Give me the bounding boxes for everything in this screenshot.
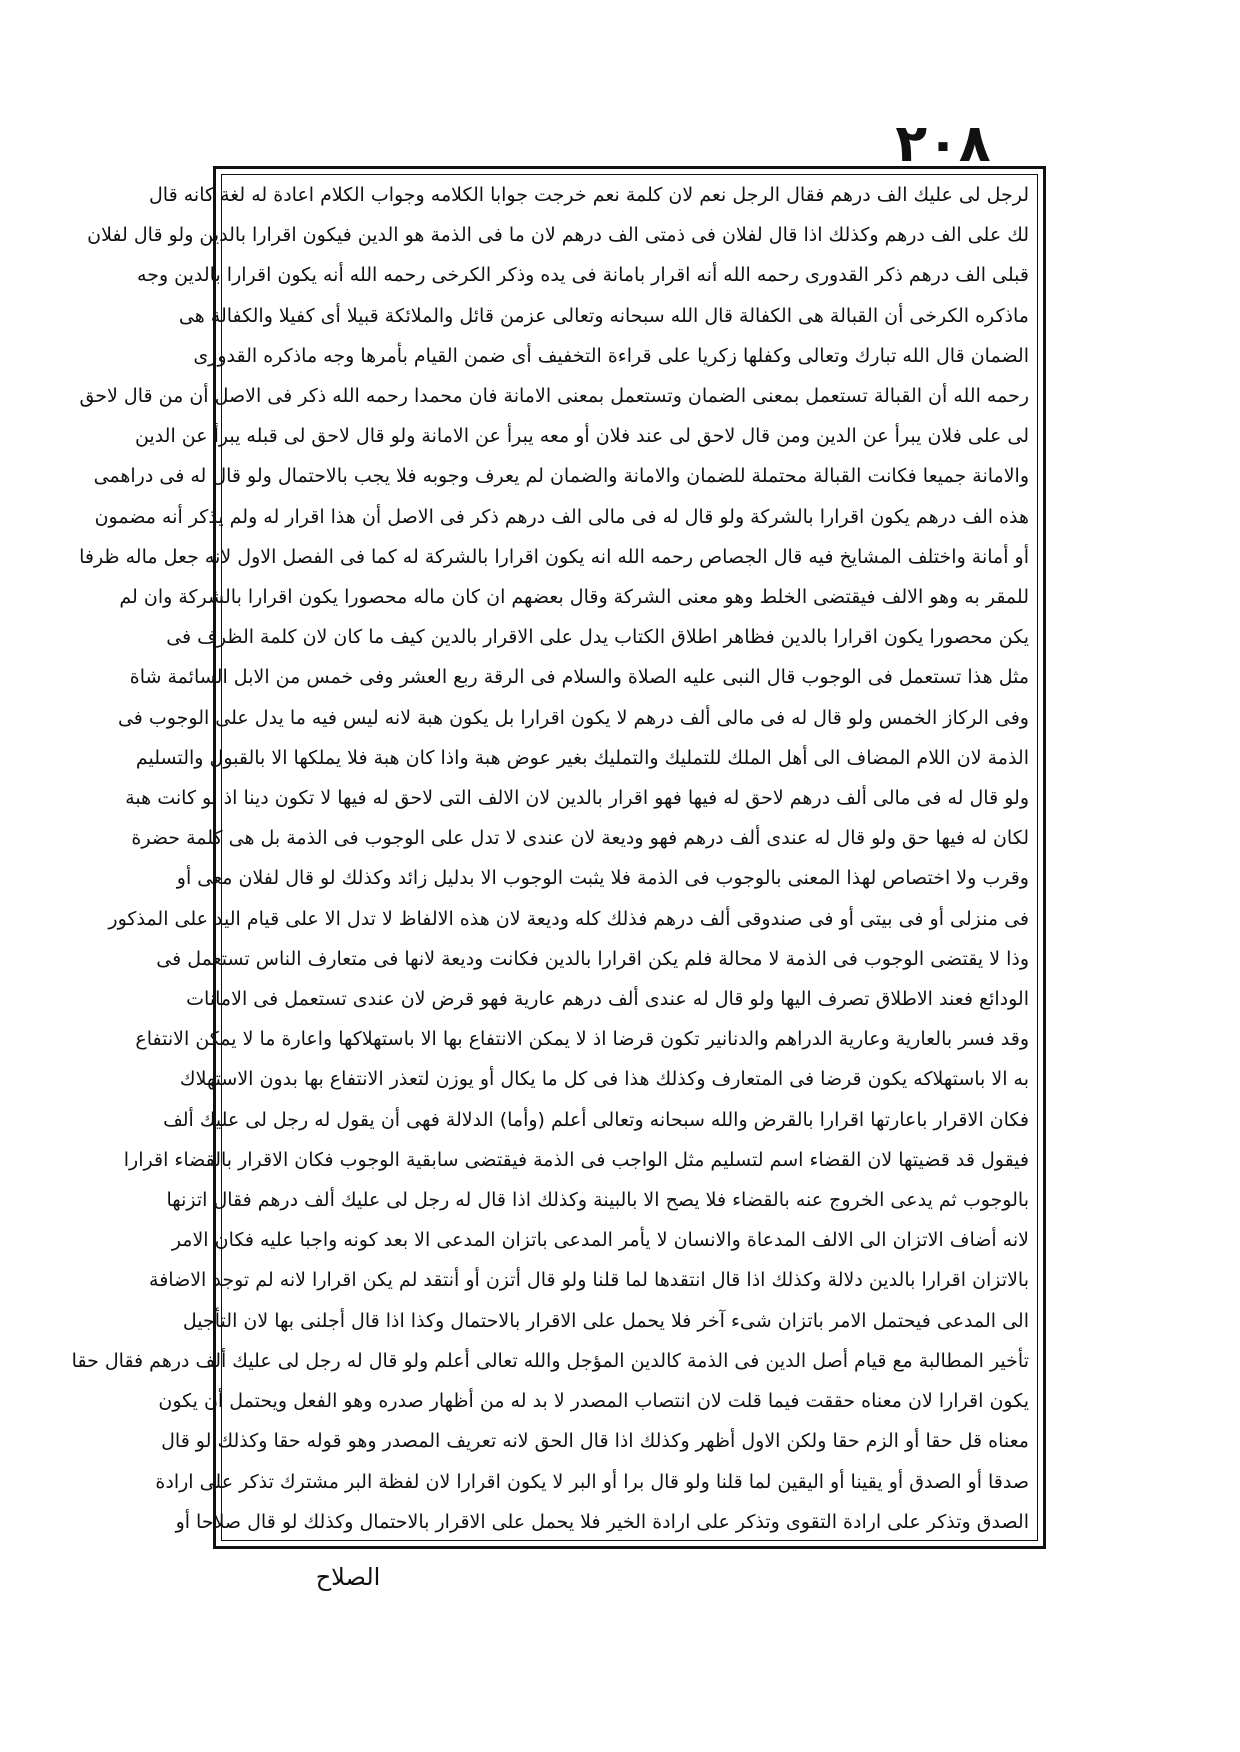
text-line: لکان له فیها حق ولو قال له عندی ألف درهم فهو ودیعة لان عندی لا تدل علی الوجوب فی الذمة بل هی کلمة حضرة [131,827,1029,850]
text-line: تأخیر المطالبة مع قیام أصل الدین فی الذمة کالدین المؤجل والله تعالی أعلم ولو قال له رجل لی علیك ألف درهم فقال حقا [71,1349,1029,1372]
text-line: الی المدعی فیحتمل الامر باتزان شیء آخر فلا یحمل علی الاقرار بالاحتمال وکذا اذا قال أجلنی بها لان التأجیل [182,1309,1029,1332]
text-line: ولو قال له فی مالی ألف درهم لاحق له فیها فهو اقرار بالدین لان الالف التی لاحق له فیها لا تکون دینا اذ لو کانت هبة [125,787,1029,810]
text-line: رحمه الله أن القبالة تستعمل بمعنی الضمان وتستعمل بمعنی الامانة فان محمدا رحمه الله ذکر فی الاصل أن من قال لاحق [79,385,1029,408]
text-line: لك علی الف درهم وکذلك اذا قال لفلان فی ذمتی الف درهم لان ما فی الذمة هو الدین فیکون اقرارا بالدین ولو قال لفلان [87,224,1029,247]
text-frame [71,166,1046,1549]
text-line: وذا لا یقتضی الوجوب فی الذمة لا محالة فلم یکن اقرارا بالدین فکانت ودیعة لانها فی متعارف الناس تستعمل فی [156,947,1029,970]
text-line: أو أمانة واختلف المشایخ فیه قال الجصاص رحمه الله انه یکون اقرارا بالشرکة له کما فی الفصل الاول لانه جعل ماله ظرفا [79,545,1029,568]
text-line: الذمة لان اللام المضاف الی أهل الملك للتملیك والتملیك بغیر عوض هبة واذا کان هبة فلا یملکها الا بالقبول والتسلیم [135,746,1029,769]
text-line: فیقول قد قضیتها لان القضاء اسم لتسلیم مثل الواجب فی الذمة فیقتضی سابقیة الوجوب فکان الاقرار بالقضاء اقرارا [123,1148,1029,1171]
text-line: لرجل لی علیك الف درهم فقال الرجل نعم لان کلمة نعم خرجت جوابا الکلامه وجواب الکلام اعادة له لغة کانه قال [149,184,1029,206]
text-line: بالوجوب ثم یدعی الخروج عنه بالقضاء فلا یصح الا بالبینة وکذلك اذا قال له رجل لی علیك ألف درهم فقال اتزنها [166,1189,1029,1212]
text-line: الصدق وتذکر علی ارادة التقوی وتذکر علی ارادة الخیر فلا یحمل علی الاقرار بالاحتمال وکذلك لو قال صلاحا أو [175,1510,1029,1533]
catchword: الصلاح [315,1563,381,1591]
page-number: ۲۰۸ [895,114,991,174]
text-line: قبلی الف درهم ذکر القدوری رحمه الله أنه اقرار بامانة فی یده وذکر الکرخی رحمه الله أنه یکون اقرارا بالدین وجه [137,264,1029,287]
text-line: معناه قل حقا أو الزم حقا ولکن الاول أظهر وکذلك اذا قال الحق لانه تعریف المصدر وهو قوله حقا وکذلك لو قال [161,1430,1029,1453]
text-line: یکون اقرارا لان معناه حققت فیما قلت لان انتصاب المصدر لا بد له من أظهار صدره وهو الفعل ویحتمل أن یکون [158,1390,1029,1413]
text-line: صدقا أو الصدق أو یقینا أو الیقین لما قلنا ولو قال برا أو البر لا یکون اقرارا لان لفظة البر مشترك تذکر علی ارادة [155,1470,1029,1493]
text-line: لانه أضاف الاتزان الی الالف المدعاة والانسان لا یأمر المدعی باتزان المدعی الا بعد کونه واجبا علیه فکان الامر [171,1229,1029,1252]
text-line: یکن محصورا یکون اقرارا بالدین فظاهر اطلاق الکتاب یدل علی الاقرار بالدین کیف ما کان لان کلمة الظرف فی [166,626,1029,649]
text-line: الودائع فعند الاطلاق تصرف الیها ولو قال له عندی ألف درهم عاریة فهو قرض لان عندی تستعمل فی الامانات [186,988,1029,1011]
text-line: الضمان قال الله تبارك وتعالی وکفلها زکریا علی قراءة التخفیف أی ضمن القیام بأمرها وجه ماذکره القدوری [193,344,1029,367]
text-line: فکان الاقرار باعارتها اقرارا بالقرض والله سبحانه وتعالی أعلم (وأما) الدلالة فهی أن یقول له رجل لی علیك ألف [163,1108,1029,1131]
text-line: لی علی فلان یبرأ عن الدین ومن قال لاحق لی عند فلان أو معه یبرأ عن الامانة ولو قال لاحق لی قبله یبرأ عن الدین [134,425,1029,448]
text-line: والامانة جمیعا فکانت القبالة محتملة للضمان والامانة والضمان لم یعرف وجوبه فلا یجب بالاحتمال ولو قال له فی دراهمی [93,465,1029,488]
text-line: هذه الف درهم یکون اقرارا بالشرکة ولو قال له فی مالی الف درهم ذکر فی الاصل أن هذا اقرار له ولم یذکر أنه مضمون [94,505,1029,528]
text-line: به الا باستهلاکه یکون قرضا فی المتعارف وکذلك هذا فی کل ما یکال أو یوزن لتعذر الانتفاع بها بدون الاستهلاك [179,1068,1029,1091]
text-line: وقد فسر بالعاریة وعاریة الدراهم والدنانیر تکون قرضا اذ لا یمکن الانتفاع بها الا باستهلاکها واعارة ما لا یمکن الانتفاع [135,1028,1029,1051]
text-line: وفی الرکاز الخمس ولو قال له فی مالی ألف درهم لا یکون اقرارا بل یکون هبة لانه لیس فیه ما یدل علی الوجوب فی [117,706,1029,729]
main-text-block [71,177,1029,1540]
text-line: مثل هذا تستعمل فی الوجوب قال النبی علیه الصلاة والسلام فی الرقة ربع العشر وفی خمس من الابل السائمة شاة [129,666,1029,689]
text-line: للمقر به وهو الالف فیقتضی الخلط وهو معنی الشرکة وقال بعضهم ان کان ماله محصورا یکون اقرارا بالشرکة وان لم [119,586,1029,609]
text-line: بالاتزان اقرارا بالدین دلالة وکذلك اذا قال انتقدها لما قلنا ولو قال أتزن أو أنتقد لم یکن اقرارا لانه لم توجد الاضافة [149,1269,1029,1292]
text-line: وقرب ولا اختصاص لهذا المعنی بالوجوب فی الذمة فلا یثبت الوجوب الا بدلیل زائد وکذلك لو قال لفلان معی أو [176,867,1029,890]
text-line: ماذکره الکرخی أن القبالة هی الکفالة قال الله سبحانه وتعالی عزمن قائل والملائکة قبیلا أی کفیلا والکفالة هی [178,304,1029,327]
text-line: فی منزلی أو فی بیتی أو فی صندوقی ألف درهم فذلك کله ودیعة لان هذه الالفاظ لا تدل الا علی قیام الید علی المذکور [108,907,1029,930]
